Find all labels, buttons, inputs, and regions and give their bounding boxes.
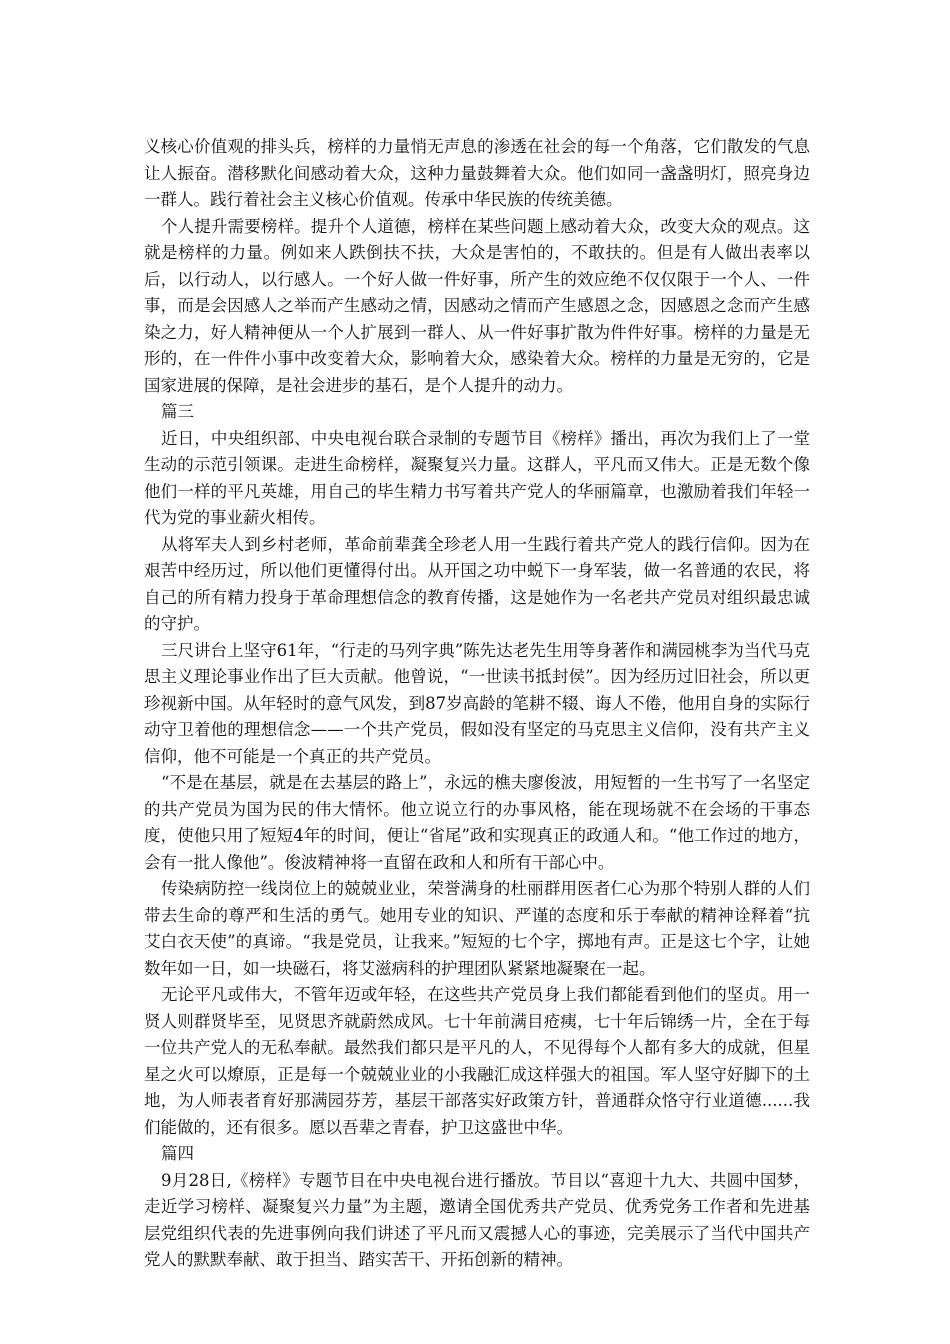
paragraph: 9月28日,《榜样》专题节目在中央电视台进行播放。节目以“喜迎十九大、共圆中国梦，走近学习榜样、凝聚复兴力量”为主题，邀请全国优秀共产党员、优秀党务工作者和先进基层党组织代表的先进事例向我们讲述了平凡而又震撼人心的事迹，完美展示了当代中国共产党人的默默奉献、敢于担当、踏实苦干、开拓创新的精神。	[144, 1170, 810, 1269]
paragraph: 个人提升需要榜样。提升个人道德，榜样在某些问题上感动着大众，改变大众的观点。这就是榜样的力量。例如来人跌倒扶不扶，大众是害怕的，不敢扶的。但是有人做出表率以后，以行动人，以行感人。一个好人做一件好事，所产生的效应绝不仅仅限于一个人、一件事，而是会因感人之举而产生感动之情，因感动之情而产生感恩之念，因感恩之念而产生感染之力，好人精神便从一个人扩展到一群人、从一件好事扩散为件件好事。榜样的力量是无形的，在一件件小事中改变着大众，影响着大众，感染着大众。榜样的力量是无穷的，它是国家进展的保障，是社会进步的基石，是个人提升的动力。	[144, 216, 810, 395]
section-heading: 篇三	[161, 402, 194, 421]
paragraph-continued: 义核心价值观的排头兵，榜样的力量悄无声息的渗透在社会的每一个角落，它们散发的气息让人振奋。潜移默化间感动着大众，这种力量鼓舞着大众。他们如同一盏盏明灯，照亮身边一群人。践行着社会主义核心价值观。传承中华民族的传统美德。	[144, 137, 810, 209]
paragraph: “不是在基层，就是在去基层的路上”，永远的樵夫廖俊波，用短暂的一生书写了一名坚定的共产党员为国为民的伟大情怀。他立说立行的办事风格，能在现场就不在会场的干事态度，使他只用了短短4年的时间，便让“省尾”政和实现真正的政通人和。“他工作过的地方，会有一批人像他”。俊波精神将一直留在政和人和所有干部心中。	[144, 773, 810, 872]
paragraph: 无论平凡或伟大，不管年迈或年轻，在这些共产党员身上我们都能看到他们的坚贞。用一贤人则群贤毕至，见贤思齐就蔚然成风。七十年前满目疮痍，七十年后锦绣一片，全在于每一位共产党人的无私奉献。最然我们都只是平凡的人，不见得每个人都有多大的成就，但星星之火可以燎原，正是每一个兢兢业业的小我融汇成这样强大的祖国。军人坚守好脚下的土地，为人师表者育好那满园芬芳，基层干部落实好政策方针，普通群众恪守行业道德......我们能做的，还有很多。愿以吾辈之青春，护卫这盛世中华。	[144, 985, 810, 1137]
section-heading: 篇四	[161, 1144, 194, 1163]
document-page	[144, 134, 810, 1274]
paragraph: 近日，中央组织部、中央电视台联合录制的专题节目《榜样》播出，再次为我们上了一堂生动的示范引领课。走进生命榜样，凝聚复兴力量。这群人，平凡而又伟大。正是无数个像他们一样的平凡英雄，用自己的毕生精力书写着共产党人的华丽篇章，也激励着我们年轻一代为党的事业薪火相传。	[144, 428, 810, 527]
paragraph: 三尺讲台上坚守61年，“行走的马列字典”陈先达老先生用等身著作和满园桃李为当代马克思主义理论事业作出了巨大贡献。他曾说，“一世读书抵封侯”。因为经历过旧社会，所以更珍视新中国。从年轻时的意气风发，到87岁高龄的笔耕不辍、诲人不倦，他用自身的实际行动守卫着他的理想信念——一个共产党员，假如没有坚定的马克思主义信仰，没有共产主义信仰，他不可能是一个真正的共产党员。	[144, 640, 810, 766]
paragraph: 传染病防控一线岗位上的兢兢业业，荣誉满身的杜丽群用医者仁心为那个特别人群的人们带去生命的尊严和生活的勇气。她用专业的知识、严谨的态度和乐于奉献的精神诠释着“抗艾白衣天使”的真谛。“我是党员，让我来。”短短的七个字，掷地有声。正是这七个字，让她数年如一日，如一块磁石，将艾滋病科的护理团队紧紧地凝聚在一起。	[144, 879, 810, 978]
paragraph: 从将军夫人到乡村老师，革命前辈龚全珍老人用一生践行着共产党人的践行信仰。因为在艰苦中经历过，所以他们更懂得付出。从开国之功中蜕下一身军装，做一名普通的农民，将自己的所有精力投身于革命理想信念的教育传播，这是她作为一名老共产党员对组织最忠诚的守护。	[144, 534, 810, 633]
